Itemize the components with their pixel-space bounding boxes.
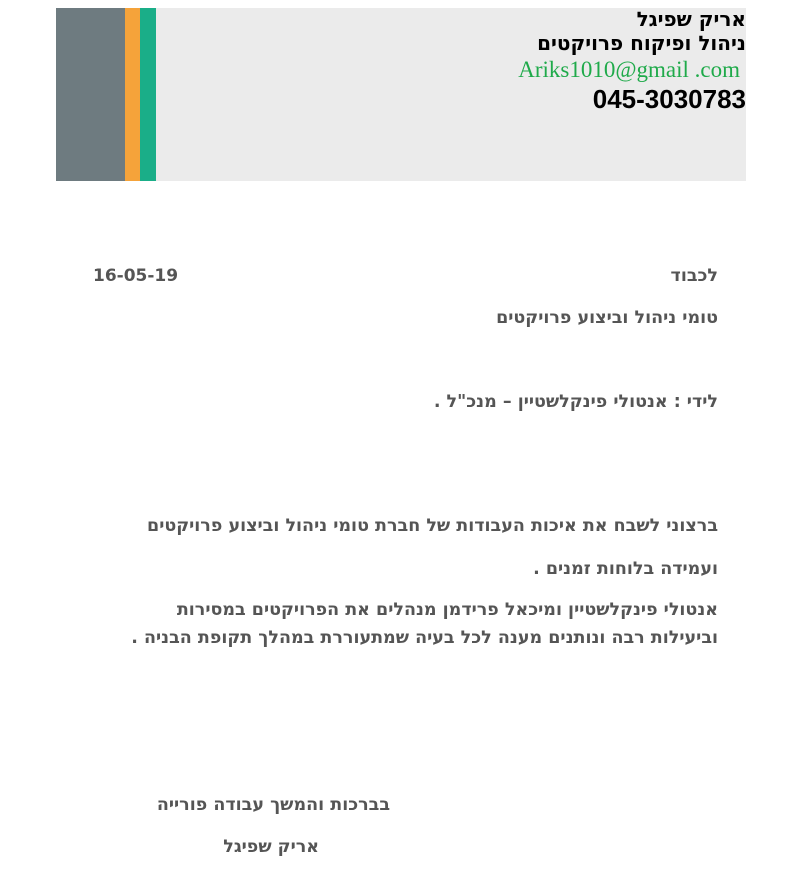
attention-line: לידי : אנטולי פינקלשטיין – מנכ"ל . (433, 392, 718, 412)
salutation: לכבוד (670, 266, 718, 286)
closing-line: בברכות והמשך עבודה פורייה (156, 795, 390, 815)
signature-name: אריק שפיגל (223, 837, 319, 857)
paragraph2-line1: אנטולי פינקלשטיין ומיכאל פרידמן מנהלים את הפרויקטים במסירות (176, 600, 718, 620)
paragraph2-line2: וביעילות רבה ונותנים מענה לכל בעיה שמתעוררת במהלך תקופת הבניה . (131, 628, 718, 648)
decorative-bar-gray (56, 8, 125, 181)
letter-date: 16-05-19 (93, 266, 179, 286)
recipient-company: טומי ניהול וביצוע פרויקטים (496, 308, 718, 328)
paragraph1-line2: ועמידה בלוחות זמנים . (533, 559, 718, 579)
decorative-bar-orange (125, 8, 140, 181)
sender-email: Ariks1010@gmail .com (518, 57, 740, 82)
paragraph1-line1: ברצוני לשבח את איכות העבודות של חברת טומי ניהול וביצוע פרויקטים (147, 516, 718, 536)
sender-name: אריק שפיגל (636, 7, 746, 31)
sender-title: ניהול ופיקוח פרויקטים (537, 31, 746, 55)
decorative-bar-teal (140, 8, 156, 181)
sender-phone: 045-3030783 (592, 84, 746, 114)
